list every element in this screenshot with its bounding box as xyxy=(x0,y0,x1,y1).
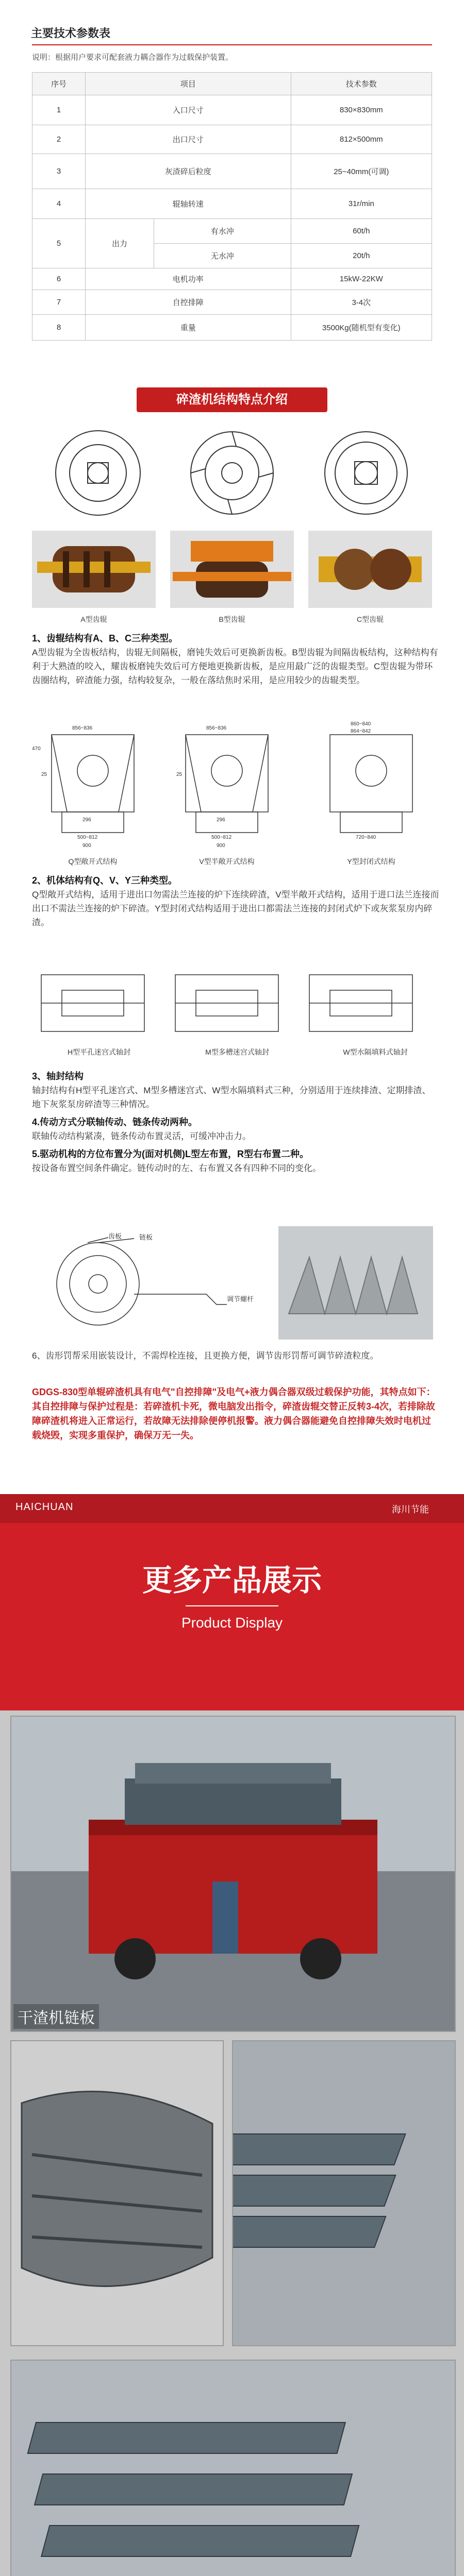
frame-caption-q: Q型敞开式结构 xyxy=(68,857,118,866)
seal-caption-h: H型平孔迷宫式轴封 xyxy=(67,1048,131,1056)
roller-b-photo xyxy=(170,531,294,608)
table-row xyxy=(32,290,432,315)
roller-b-diagram xyxy=(191,432,273,514)
svg-text:25: 25 xyxy=(41,772,47,777)
display-subtitle: Product Display xyxy=(181,1615,283,1631)
section-divider xyxy=(32,44,432,45)
table-row xyxy=(32,189,432,219)
chain-plate-photo-2 xyxy=(232,2040,456,2346)
label-tooth-plate: 齿板 xyxy=(108,1232,122,1240)
row-item: 辊轴转速 xyxy=(86,189,291,219)
svg-text:720~840: 720~840 xyxy=(356,835,376,840)
table-row xyxy=(32,219,432,244)
roller-c-photo xyxy=(308,531,432,608)
section1-body: A型齿辊为全齿板结构，齿辊无间隔板，磨钝失效后可更换新齿板。B型齿辊为间隔齿板结构，这种结构有利于大熟渣的咬入，耀齿板磨钝失效后可方便地更换新齿板，是应用最广泛的齿辊类型。C型齿辊为带环齿圈结构，碎渣能力强，结构较复杂，一般在落结焦时采用，是应用较少的齿辊类型。 xyxy=(32,648,438,685)
frame-v-diagram xyxy=(186,735,268,833)
section2-title: 2、机体结构有Q、V、Y三种类型。 xyxy=(32,875,178,886)
section4-body: 联轴传动结构紧凑，链条传动布置灵活，可缓冲冲击力。 xyxy=(32,1131,251,1141)
brand-left: HAICHUAN xyxy=(15,1501,74,1513)
row-item: 入口尺寸 xyxy=(86,95,291,125)
row-no: 6 xyxy=(32,268,86,290)
seal-h-diagram xyxy=(41,975,144,1031)
brand-right: 海川节能 xyxy=(392,1504,429,1515)
row-item: 灰渣碎后粒度 xyxy=(86,154,291,189)
label-adjust-screw: 调节螺杆 xyxy=(227,1295,254,1303)
frame-y-diagram xyxy=(330,735,412,833)
table-row xyxy=(32,268,432,290)
roller-caption-b: B型齿辊 xyxy=(219,615,245,623)
svg-text:856~836: 856~836 xyxy=(206,725,227,731)
sprocket-diagram xyxy=(31,1232,268,1335)
header-item: 项目 xyxy=(86,73,291,95)
row-subitem: 无水冲 xyxy=(154,244,291,268)
header-value: 技术参数 xyxy=(291,73,432,95)
svg-text:900: 900 xyxy=(217,843,225,849)
display-banner xyxy=(0,1494,464,1710)
section5-title: 5.驱动机构的方位布置分为(面对机侧)L型左布置，R型右布置二种。 xyxy=(32,1149,309,1159)
section5-body: 按设备布置空间条件确定。链传动时的左、右布置又各有四种不同的变化。 xyxy=(32,1163,321,1173)
svg-text:500~812: 500~812 xyxy=(211,835,232,840)
section2-body: Q型敞开式结构，适用于进出口勿需法兰连接的炉下连续碎渣，V型半敞开式结构，适用于进口法兰连接而出口不需法兰连接的炉下碎渣。Y型封闭式结构适用于进出口都需法兰连接的封闭式炉下或灰浆泵房内碎渣。 xyxy=(32,890,439,927)
section1 xyxy=(32,632,439,687)
row-item: 电机功率 xyxy=(86,268,291,290)
row-value: 830×830mm xyxy=(291,95,432,125)
svg-text:25: 25 xyxy=(176,772,183,777)
row-no: 4 xyxy=(32,189,86,219)
chain-plate-photo-1 xyxy=(10,2040,224,2346)
seal-w-diagram xyxy=(309,975,412,1031)
table-header-row xyxy=(32,73,432,95)
section6-body: 6、齿形罚帮采用嵌装设计，不需焊栓连接，且更换方便，调节齿形罚帮可调节碎渣粒度。 xyxy=(32,1351,379,1361)
section3-5 xyxy=(32,1070,439,1175)
row-value: 3-4次 xyxy=(291,290,432,315)
svg-text:296: 296 xyxy=(217,817,225,823)
tooth-plate-photo xyxy=(278,1226,433,1340)
section3-title: 3、轴封结构 xyxy=(32,1071,84,1081)
table-row xyxy=(32,154,432,189)
section3-body: 轴封结构有H型平孔迷宫式、M型多槽迷宫式、W型水隔填料式三种，分别适用于连续排渣、定期排渣、地下灰浆泵房碎渣等三种情况。 xyxy=(32,1086,431,1109)
row-no: 5 xyxy=(32,219,86,268)
svg-text:860~840: 860~840 xyxy=(351,721,371,727)
shaft-seal-diagrams xyxy=(31,964,433,1042)
red-feature-text: GDGS-830型单辊碎渣机具有电气"自控排障"及电气+液力偶合器双级过载保护功能，其特点如下：其自控排障与保护过程是：若碎渣机卡死，微电脑发出指令，碎渣齿辊交替正反转3-4次，若排除故障碎渣机将进入正常运行，若故障无法排除便停机报警。液力偶合器能避免自控排障失效时电机过载烧毁，实现多重保护，确保万无一失。 xyxy=(32,1387,436,1440)
row-no: 1 xyxy=(32,95,86,125)
features-title: 碎渣机结构特点介绍 xyxy=(137,387,327,412)
table-row xyxy=(32,95,432,125)
seal-caption-m: M型多槽迷宫式轴封 xyxy=(205,1048,269,1056)
row-no: 3 xyxy=(32,154,86,189)
seal-caption-w: W型水隔填料式轴封 xyxy=(343,1048,408,1056)
roller-caption-c: C型齿辊 xyxy=(356,615,384,623)
svg-text:500~812: 500~812 xyxy=(77,835,98,840)
row-no: 7 xyxy=(32,290,86,315)
roller-caption-a: A型齿辊 xyxy=(80,615,107,623)
photo-label: 干渣机链板 xyxy=(13,2004,99,2029)
roller-a-diagram xyxy=(56,431,140,515)
roller-c-diagram xyxy=(325,432,407,514)
header-no: 序号 xyxy=(32,73,86,95)
row-subitem: 有水冲 xyxy=(154,219,291,244)
display-divider xyxy=(186,1605,278,1606)
row-value: 25~40mm(可调) xyxy=(291,154,432,189)
svg-text:900: 900 xyxy=(82,843,91,849)
frame-caption-y: Y型封闭式结构 xyxy=(347,857,395,866)
table-row xyxy=(32,315,432,341)
row-item: 自控排障 xyxy=(86,290,291,315)
svg-text:856~836: 856~836 xyxy=(72,725,93,731)
row-no: 8 xyxy=(32,315,86,341)
label-chain-plate: 链板 xyxy=(139,1233,153,1241)
row-value: 3500Kg(随机型有变化) xyxy=(291,315,432,341)
display-title: 更多产品展示 xyxy=(142,1564,322,1597)
row-value: 15kW-22KW xyxy=(291,268,432,290)
chain-plate-photo-3 xyxy=(10,2360,456,2576)
roller-diagrams xyxy=(31,421,433,524)
frame-q-dims xyxy=(32,725,98,849)
row-value: 60t/h xyxy=(291,219,432,244)
row-value: 20t/h xyxy=(291,244,432,268)
row-item: 出力 xyxy=(86,219,154,268)
roller-a-photo xyxy=(32,531,156,608)
section-title: 主要技术参数表 xyxy=(31,27,111,40)
svg-text:296: 296 xyxy=(82,817,91,823)
frame-v-dims xyxy=(176,725,232,849)
table-note: 说明：根据用户要求可配套液力耦合器作为过载保护装置。 xyxy=(32,53,234,62)
section1-title: 1、齿辊结构有A、B、C三种类型。 xyxy=(32,633,178,643)
section4-title: 4.传动方式分联轴传动、链条传动两种。 xyxy=(32,1117,198,1127)
frame-caption-v: V型半敞开式结构 xyxy=(199,857,255,866)
row-no: 2 xyxy=(32,125,86,154)
row-value: 812×500mm xyxy=(291,125,432,154)
frame-q-diagram xyxy=(52,735,134,833)
frame-diagrams xyxy=(31,719,433,853)
truck-photo xyxy=(10,1716,456,2032)
row-item: 重量 xyxy=(86,315,291,341)
table-row xyxy=(32,125,432,154)
row-item: 出口尺寸 xyxy=(86,125,291,154)
svg-text:864~842: 864~842 xyxy=(351,728,371,734)
frame-y-dims xyxy=(351,721,376,840)
seal-m-diagram xyxy=(175,975,278,1031)
params-table xyxy=(32,72,432,341)
row-value: 31r/min xyxy=(291,189,432,219)
svg-text:470: 470 xyxy=(32,746,41,752)
section2 xyxy=(32,874,439,929)
